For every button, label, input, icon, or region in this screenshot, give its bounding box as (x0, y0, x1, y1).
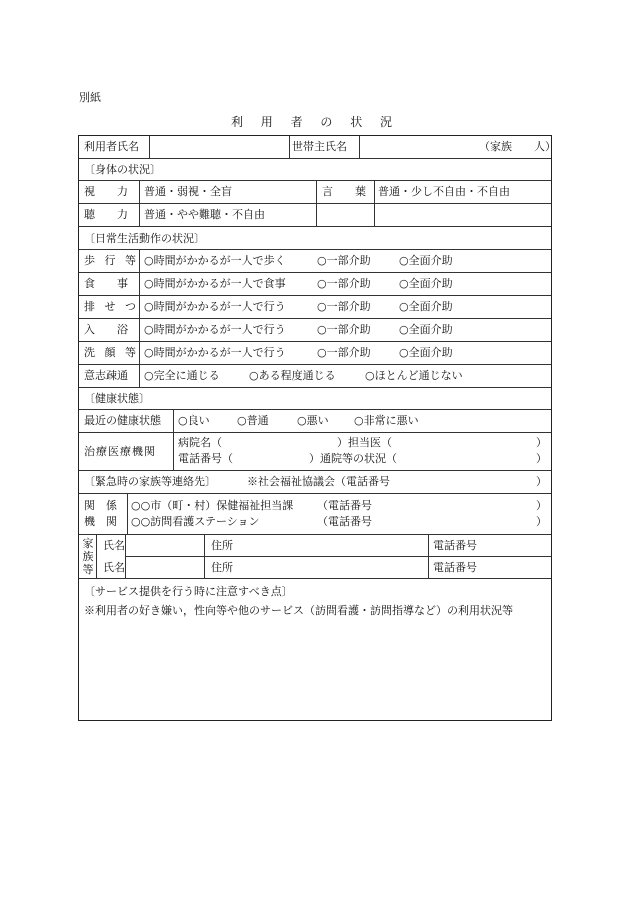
adl-option-alone: ○時間がかかるが一人で行う (144, 323, 286, 336)
family-name-label: 氏名 (103, 539, 125, 552)
related-agency-label-1: 関 係 (84, 499, 117, 512)
user-name-label: 利用者氏名 (84, 140, 139, 153)
family-name-label: 氏名 (103, 561, 125, 574)
form-title: 利 用 者 の 状 況 (230, 115, 400, 129)
medical-institution-label: 治療医療機関 (84, 445, 156, 458)
service-notes-section: 〔サービス提供を行う時に注意すべき点〕 (84, 585, 293, 598)
adl-option-partial: ○一部介助 (317, 323, 371, 336)
adl-option-full: ○全面介助 (399, 254, 453, 267)
welfare-council-label: ※社会福祉協議会（電話番号 (247, 475, 390, 488)
speech-label: 言 葉 (322, 185, 366, 198)
family-phone-label: 電話番号 (433, 539, 477, 552)
related-agency-label-2: 機 関 (84, 515, 117, 528)
visit-status-label: ）通院等の状況（ (309, 452, 397, 465)
annex-label: 別紙 (79, 91, 101, 104)
communication-label: 意志疎通 (84, 369, 128, 382)
adl-label-eating: 食 事 (84, 277, 128, 290)
adl-option-partial: ○一部介助 (317, 346, 371, 359)
adl-option-alone: ○時間がかかるが一人で歩く (144, 254, 286, 267)
visiting-nurse-station: ○○訪問看護ステーション (131, 515, 260, 528)
adl-option-full: ○全面介助 (399, 346, 453, 359)
adl-section: 〔日常生活動作の状況〕 (84, 232, 205, 245)
adl-option-alone: ○時間がかかるが一人で行う (144, 300, 286, 313)
adl-option-partial: ○一部介助 (317, 300, 371, 313)
health-section: 〔健康状態〕 (84, 392, 150, 405)
agency-phone-label: （電話番号 (317, 499, 372, 512)
health-option-normal: ○普通 (237, 414, 269, 427)
emergency-contact-section: 〔緊急時の家族等連絡先〕 (84, 475, 216, 488)
communication-option-partial: ○ある程度通じる (249, 369, 336, 382)
adl-label-excretion: 排 せ つ (84, 300, 139, 313)
family-count-label: （家族 人） (479, 140, 556, 153)
hospital-name-label: 病院名（ (178, 436, 222, 449)
communication-option-none: ○ほとんど通じない (365, 369, 463, 382)
doctor-label: ）担当医（ (337, 436, 392, 449)
health-option-very-bad: ○非常に悪い (354, 414, 419, 427)
head-of-household-label: 世帯主氏名 (292, 140, 347, 153)
adl-option-partial: ○一部介助 (317, 254, 371, 267)
communication-option-full: ○完全に通じる (144, 369, 220, 382)
vision-label: 視 力 (84, 185, 128, 198)
close-paren: ） (536, 499, 547, 512)
adl-label-washing: 洗 顔 等 (84, 346, 139, 359)
body-status-section: 〔身体の状況〕 (84, 163, 161, 176)
adl-option-alone: ○時間がかかるが一人で行う (144, 346, 286, 359)
agency-phone-label: （電話番号 (317, 515, 372, 528)
close-paren: ） (536, 475, 547, 488)
hearing-options: 普通・やや難聴・不自由 (144, 208, 265, 221)
adl-option-alone: ○時間がかかるが一人で食事 (144, 277, 286, 290)
family-phone-label: 電話番号 (433, 561, 477, 574)
user-status-form (78, 135, 556, 721)
adl-option-full: ○全面介助 (399, 277, 453, 290)
close-paren: ） (536, 452, 547, 465)
recent-health-label: 最近の健康状態 (84, 414, 161, 427)
close-paren: ） (536, 515, 547, 528)
family-address-label: 住所 (211, 539, 233, 552)
family-label: 家族等 (82, 537, 94, 576)
adl-option-partial: ○一部介助 (317, 277, 371, 290)
speech-options: 普通・少し不自由・不自由 (378, 185, 510, 198)
city-health-welfare-dept: ○○市（町・村）保健福祉担当課 (131, 499, 294, 512)
family-address-label: 住所 (211, 561, 233, 574)
adl-label-walking: 歩 行 等 (84, 254, 139, 267)
hearing-label: 聴 力 (84, 208, 128, 221)
hospital-phone-label: 電話番号（ (178, 452, 233, 465)
adl-option-full: ○全面介助 (399, 323, 453, 336)
health-option-bad: ○悪い (297, 414, 329, 427)
vision-options: 普通・弱視・全盲 (144, 185, 232, 198)
adl-label-bathing: 入 浴 (84, 323, 128, 336)
service-notes-text: ※利用者の好き嫌い，性向等や他のサービス（訪問看護・訪問指導など）の利用状況等 (84, 604, 513, 617)
adl-option-full: ○全面介助 (399, 300, 453, 313)
health-option-good: ○良い (178, 414, 210, 427)
close-paren: ） (536, 436, 547, 449)
